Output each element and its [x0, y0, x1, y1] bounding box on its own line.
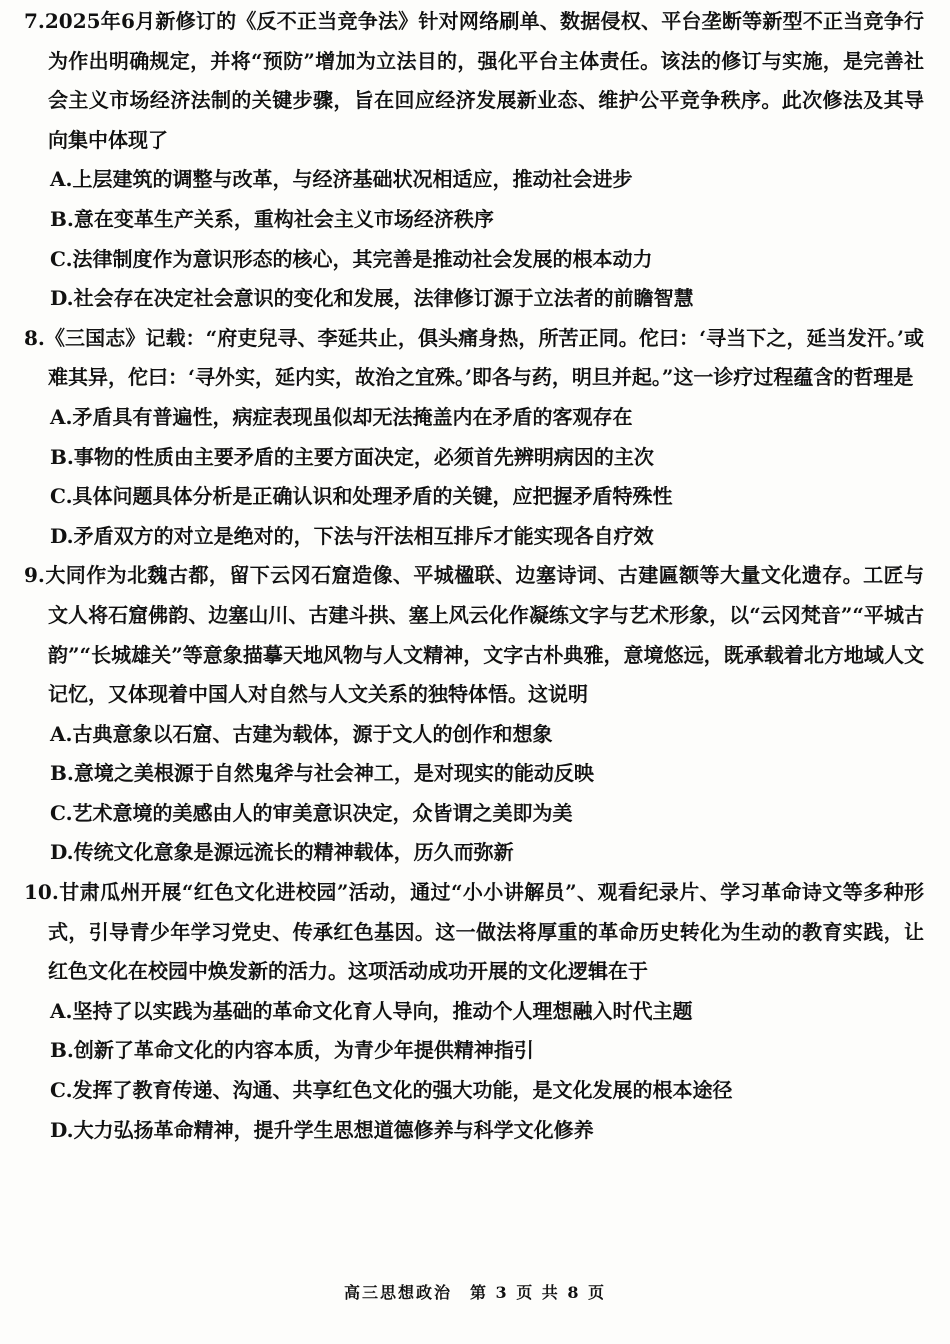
option-c: C.发挥了教育传递、沟通、共享红色文化的强大功能，是文化发展的根本途径 — [50, 1078, 733, 1103]
option-b: B.意境之美根源于自然鬼斧与社会神工，是对现实的能动反映 — [50, 761, 594, 786]
option-d: D.大力弘扬革命精神，提升学生思想道德修养与科学文化修养 — [50, 1117, 594, 1142]
question-number: 10. — [24, 880, 59, 905]
question-stem — [24, 873, 924, 992]
option-a: A.矛盾具有普遍性，病症表现虽似却无法掩盖内在矛盾的客观存在 — [50, 404, 633, 429]
option-d: D.社会存在决定社会意识的变化和发展，法律修订源于立法者的前瞻智慧 — [50, 286, 694, 311]
option-b: B.创新了革命文化的内容本质，为青少年提供精神指引 — [50, 1038, 534, 1063]
option-c: C.具体问题具体分析是正确认识和处理矛盾的关键，应把握矛盾特殊性 — [50, 484, 673, 509]
option-a: A.古典意象以石窟、古建为载体，源于文人的创作和想象 — [50, 721, 553, 746]
question-number: 9. — [24, 563, 45, 588]
question-text: 甘肃瓜州开展“红色文化进校园”活动，通过“小小讲解员”、观看纪录片、学习革命诗文等多种形式，引导青少年学习党史、传承红色基因。这一做法将厚重的革命历史转化为生动的教育实践，让红色文化在校园中焕发新的活力。这项活动成功开展的文化逻辑在于 — [48, 880, 924, 984]
question-7 — [24, 2, 924, 319]
question-text: 《三国志》记载：“府吏兒寻、李延共止，俱头痛身热，所苦正同。佗曰：‘寻当下之，延当发汗。’或难其异，佗曰：‘寻外实，延内实，故治之宜殊。’即各与药，明旦并起。”这一诊疗过程蕴含的哲理是 — [44, 325, 924, 390]
option-list — [24, 398, 924, 556]
option-c: C.艺术意境的美感由人的审美意识决定，众皆谓之美即为美 — [50, 800, 573, 825]
option-d: D.矛盾双方的对立是绝对的，下法与汗法相互排斥才能实现各自疗效 — [50, 523, 654, 548]
question-stem — [24, 319, 924, 398]
page-footer: 高三思想政治 第 3 页 共 8 页 — [343, 1283, 607, 1302]
question-number: 7. — [24, 9, 45, 33]
option-a: A.坚持了以实践为基础的革命文化育人导向，推动个人理想融入时代主题 — [50, 998, 693, 1023]
question-stem — [24, 2, 924, 160]
option-b: B.意在变革生产关系，重构社会主义市场经济秩序 — [50, 206, 494, 231]
question-text: 2025年6月新修订的《反不正当竞争法》针对网络刷单、数据侵权、平台垄断等新型不正当竞争行为作出明确规定，并将“预防”增加为立法目的，强化平台主体责任。该法的修订与实施，是完善社会主义市场经济法制的关键步骤，旨在回应经济发展新业态、维护公平竞争秩序。此次修法及其导向集中体现了 — [44, 9, 924, 152]
option-c: C.法律制度作为意识形态的核心，其完善是推动社会发展的根本动力 — [50, 246, 653, 271]
question-stem — [24, 556, 924, 714]
option-list — [24, 715, 924, 873]
option-b: B.事物的性质由主要矛盾的主要方面决定，必须首先辨明病因的主次 — [50, 444, 654, 469]
question-8 — [24, 319, 924, 557]
option-list — [24, 992, 924, 1150]
question-10 — [24, 873, 924, 1150]
question-9 — [24, 556, 924, 873]
question-number: 8. — [24, 325, 45, 350]
option-list — [24, 160, 924, 318]
questions-container — [24, 2, 924, 1150]
option-d: D.传统文化意象是源远流长的精神载体，历久而弥新 — [50, 840, 514, 865]
option-a: A.上层建筑的调整与改革，与经济基础状况相适应，推动社会进步 — [50, 167, 633, 192]
question-text: 大同作为北魏古都，留下云冈石窟造像、平城楹联、边塞诗词、古建匾额等大量文化遗存。工匠与文人将石窟佛韵、边塞山川、古建斗拱、塞上风云化作凝练文字与艺术形象，以“云冈梵音”“平城古韵”“长城雄关”等意象描摹天地风物与人文精神，文字古朴典雅，意境悠远，既承载着北方地域人文记忆，又体现着中国人对自然与人文关系的独特体悟。这说明 — [44, 563, 924, 707]
